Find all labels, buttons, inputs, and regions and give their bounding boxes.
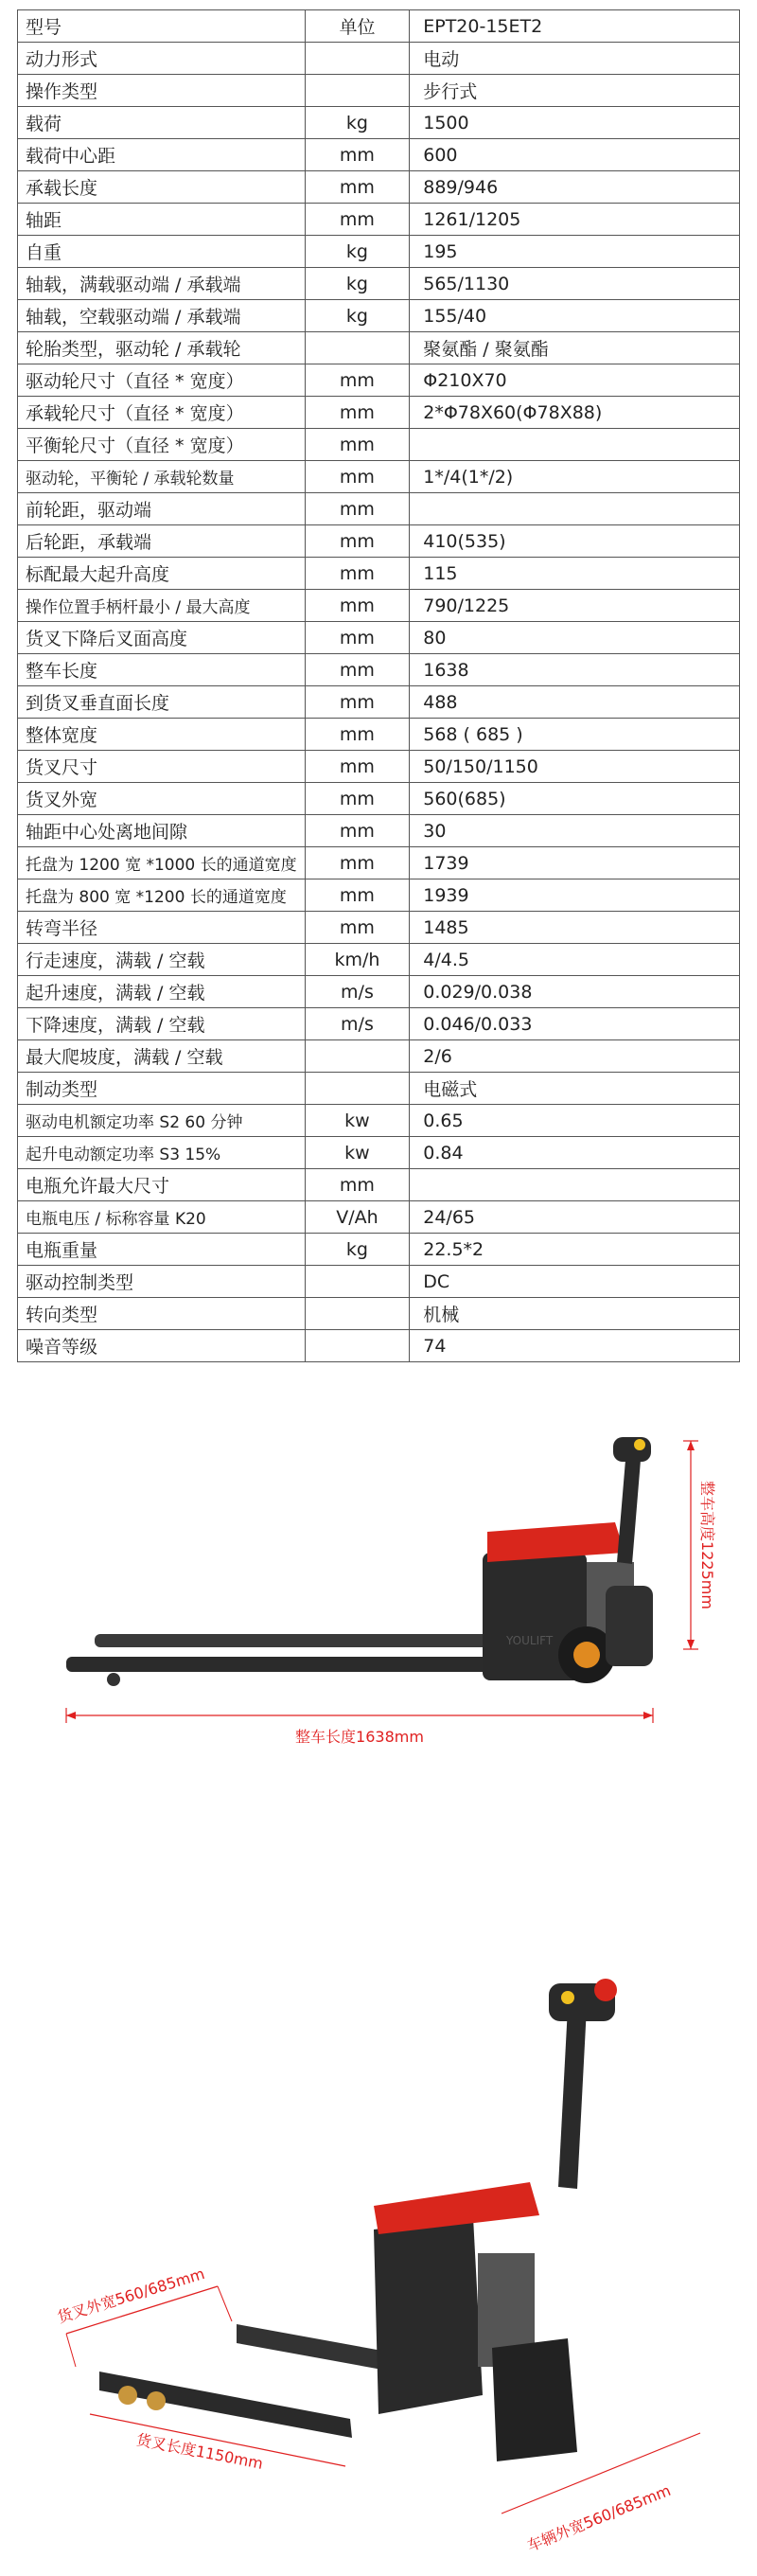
spec-value-cell: 机械 xyxy=(410,1298,740,1330)
truck-body xyxy=(374,2217,483,2414)
drive-unit xyxy=(492,2338,577,2461)
spec-name-cell: 动力形式 xyxy=(18,43,306,75)
spec-row xyxy=(18,815,740,847)
spec-unit-cell: mm xyxy=(305,493,410,525)
spec-value-cell: 聚氨酯 / 聚氨酯 xyxy=(410,332,740,364)
spec-name-cell: 载荷中心距 xyxy=(18,139,306,171)
spec-row xyxy=(18,10,740,43)
spec-value-cell xyxy=(410,493,740,525)
spec-name-cell: 驱动电机额定功率 S2 60 分钟 xyxy=(18,1105,306,1137)
spec-unit-cell: mm xyxy=(305,558,410,590)
spec-unit-cell: mm xyxy=(305,815,410,847)
spec-unit-cell: mm xyxy=(305,397,410,429)
spec-name-cell: 电瓶允许最大尺寸 xyxy=(18,1169,306,1201)
spec-row xyxy=(18,1266,740,1298)
spec-value-cell: DC xyxy=(410,1266,740,1298)
spec-value-cell: 410(535) xyxy=(410,525,740,558)
spec-row xyxy=(18,1008,740,1040)
spec-row xyxy=(18,461,740,493)
drive-unit xyxy=(606,1586,653,1666)
fork-width-ext-right xyxy=(218,2286,232,2321)
spec-value-cell: 1939 xyxy=(410,879,740,912)
spec-value-cell: 568 ( 685 ) xyxy=(410,719,740,751)
spec-value-cell: 1*/4(1*/2) xyxy=(410,461,740,493)
spec-name-cell: 整车长度 xyxy=(18,654,306,686)
spec-row xyxy=(18,944,740,976)
spec-unit-cell: mm xyxy=(305,783,410,815)
spec-value-cell: 565/1130 xyxy=(410,268,740,300)
spec-unit-cell xyxy=(305,1073,410,1105)
spec-row xyxy=(18,654,740,686)
spec-unit-cell: mm xyxy=(305,171,410,204)
perspective-view-drawing xyxy=(0,1941,757,2572)
spec-row xyxy=(18,1234,740,1266)
spec-unit-cell: mm xyxy=(305,751,410,783)
spec-unit-cell xyxy=(305,332,410,364)
spec-value-cell: 74 xyxy=(410,1330,740,1362)
perspective-view-figure xyxy=(0,1941,757,2572)
side-view-drawing xyxy=(0,1420,757,1950)
side-view-figure xyxy=(0,1420,757,1950)
spec-name-cell: 承载长度 xyxy=(18,171,306,204)
spec-name-cell: 后轮距，承载端 xyxy=(18,525,306,558)
spec-row xyxy=(18,847,740,879)
spec-unit-cell: 单位 xyxy=(305,10,410,43)
spec-value-cell: EPT20-15ET2 xyxy=(410,10,740,43)
red-cover xyxy=(487,1522,625,1562)
fork-lower xyxy=(95,1634,511,1647)
fork-width-ext-left xyxy=(66,2334,76,2367)
spec-name-cell: 轮胎类型，驱动轮 / 承载轮 xyxy=(18,332,306,364)
spec-row xyxy=(18,879,740,912)
handle-arm xyxy=(558,2007,587,2189)
handle-button xyxy=(634,1439,645,1450)
length-label: 整车长度1638mm xyxy=(295,1728,424,1746)
spec-unit-cell: m/s xyxy=(305,976,410,1008)
spec-unit-cell: mm xyxy=(305,719,410,751)
spec-row xyxy=(18,719,740,751)
spec-name-cell: 驱动控制类型 xyxy=(18,1266,306,1298)
spec-unit-cell: mm xyxy=(305,139,410,171)
spec-row xyxy=(18,1330,740,1362)
spec-row xyxy=(18,493,740,525)
spec-value-cell: 115 xyxy=(410,558,740,590)
spec-unit-cell: m/s xyxy=(305,1008,410,1040)
spec-unit-cell: kg xyxy=(305,1234,410,1266)
spec-name-cell: 操作类型 xyxy=(18,75,306,107)
spec-row xyxy=(18,525,740,558)
spec-value-cell: 0.046/0.033 xyxy=(410,1008,740,1040)
spec-name-cell: 承载轮尺寸（直径 * 宽度） xyxy=(18,397,306,429)
spec-unit-cell: mm xyxy=(305,912,410,944)
spec-unit-cell xyxy=(305,1330,410,1362)
spec-name-cell: 标配最大起升高度 xyxy=(18,558,306,590)
spec-row xyxy=(18,204,740,236)
spec-row xyxy=(18,1137,740,1169)
spec-row xyxy=(18,622,740,654)
spec-value-cell: 4/4.5 xyxy=(410,944,740,976)
spec-value-cell xyxy=(410,429,740,461)
load-wheel-left-2 xyxy=(147,2391,166,2410)
spec-value-cell: 50/150/1150 xyxy=(410,751,740,783)
spec-row xyxy=(18,139,740,171)
spec-unit-cell: mm xyxy=(305,525,410,558)
length-arrow-right xyxy=(643,1712,653,1719)
spec-name-cell: 托盘为 800 宽 *1200 长的通道宽度 xyxy=(18,879,306,912)
spec-unit-cell: kg xyxy=(305,300,410,332)
fork-length-label: 货叉长度1150mm xyxy=(134,2430,265,2473)
spec-value-cell: 2/6 xyxy=(410,1040,740,1073)
spec-unit-cell: kw xyxy=(305,1105,410,1137)
spec-row xyxy=(18,1201,740,1234)
spec-unit-cell: mm xyxy=(305,879,410,912)
spec-value-cell xyxy=(410,1169,740,1201)
spec-value-cell: 2*Φ78X60(Φ78X88) xyxy=(410,397,740,429)
spec-name-cell: 整体宽度 xyxy=(18,719,306,751)
spec-value-cell: 80 xyxy=(410,622,740,654)
load-wheel-left xyxy=(118,2386,137,2405)
spec-name-cell: 轴距中心处离地间隙 xyxy=(18,815,306,847)
spec-value-cell: 步行式 xyxy=(410,75,740,107)
spec-row xyxy=(18,1169,740,1201)
spec-value-cell: 1485 xyxy=(410,912,740,944)
spec-value-cell: 560(685) xyxy=(410,783,740,815)
spec-row xyxy=(18,590,740,622)
length-arrow-left xyxy=(66,1712,76,1719)
spec-name-cell: 到货叉垂直面长度 xyxy=(18,686,306,719)
spec-row xyxy=(18,1105,740,1137)
spec-unit-cell: kw xyxy=(305,1137,410,1169)
spec-unit-cell: kg xyxy=(305,236,410,268)
height-arrow-bottom xyxy=(687,1640,695,1649)
spec-row xyxy=(18,171,740,204)
spec-unit-cell: mm xyxy=(305,364,410,397)
spec-name-cell: 轴载，空载驱动端 / 承载端 xyxy=(18,300,306,332)
spec-unit-cell: kg xyxy=(305,268,410,300)
spec-unit-cell: mm xyxy=(305,461,410,493)
spec-unit-cell xyxy=(305,43,410,75)
spec-value-cell: Φ210X70 xyxy=(410,364,740,397)
handle-arm xyxy=(617,1448,642,1564)
spec-name-cell: 下降速度，满载 / 空载 xyxy=(18,1008,306,1040)
spec-row xyxy=(18,364,740,397)
spec-name-cell: 最大爬坡度，满载 / 空载 xyxy=(18,1040,306,1073)
spec-name-cell: 货叉尺寸 xyxy=(18,751,306,783)
spec-unit-cell: mm xyxy=(305,1169,410,1201)
spec-name-cell: 轴距 xyxy=(18,204,306,236)
spec-value-cell: 24/65 xyxy=(410,1201,740,1234)
spec-name-cell: 型号 xyxy=(18,10,306,43)
spec-value-cell: 488 xyxy=(410,686,740,719)
spec-unit-cell: mm xyxy=(305,654,410,686)
brand-mark: YOULIFT xyxy=(506,1634,554,1647)
spec-value-cell: 0.029/0.038 xyxy=(410,976,740,1008)
spec-name-cell: 轴载，满载驱动端 / 承载端 xyxy=(18,268,306,300)
spec-row xyxy=(18,332,740,364)
spec-value-cell: 1500 xyxy=(410,107,740,139)
spec-unit-cell: mm xyxy=(305,847,410,879)
spec-row xyxy=(18,43,740,75)
spec-name-cell: 噪音等级 xyxy=(18,1330,306,1362)
spec-unit-cell: mm xyxy=(305,590,410,622)
spec-value-cell: 1739 xyxy=(410,847,740,879)
spec-value-cell: 1261/1205 xyxy=(410,204,740,236)
spec-unit-cell: mm xyxy=(305,686,410,719)
spec-value-cell: 电磁式 xyxy=(410,1073,740,1105)
spec-unit-cell: mm xyxy=(305,204,410,236)
spec-row xyxy=(18,107,740,139)
spec-unit-cell: mm xyxy=(305,429,410,461)
spec-row xyxy=(18,268,740,300)
drive-wheel-hub xyxy=(573,1642,600,1668)
spec-value-cell: 155/40 xyxy=(410,300,740,332)
spec-value-cell: 0.65 xyxy=(410,1105,740,1137)
handle-button xyxy=(561,1991,574,2004)
vehicle-width-label: 车辆外宽560/685mm xyxy=(524,2480,674,2555)
spec-row xyxy=(18,751,740,783)
spec-row xyxy=(18,1298,740,1330)
spec-name-cell: 电瓶重量 xyxy=(18,1234,306,1266)
spec-row xyxy=(18,686,740,719)
spec-name-cell: 转向类型 xyxy=(18,1298,306,1330)
spec-name-cell: 货叉下降后叉面高度 xyxy=(18,622,306,654)
spec-name-cell: 转弯半径 xyxy=(18,912,306,944)
spec-value-cell: 电动 xyxy=(410,43,740,75)
spec-table xyxy=(17,9,740,1362)
spec-unit-cell: mm xyxy=(305,622,410,654)
handle-head xyxy=(613,1437,651,1462)
spec-table-body xyxy=(18,10,740,1362)
spec-unit-cell: V/Ah xyxy=(305,1201,410,1234)
spec-row xyxy=(18,300,740,332)
spec-value-cell: 889/946 xyxy=(410,171,740,204)
spec-row xyxy=(18,558,740,590)
spec-value-cell: 0.84 xyxy=(410,1137,740,1169)
spec-value-cell: 790/1225 xyxy=(410,590,740,622)
spec-name-cell: 制动类型 xyxy=(18,1073,306,1105)
spec-name-cell: 起升速度，满载 / 空载 xyxy=(18,976,306,1008)
spec-name-cell: 载荷 xyxy=(18,107,306,139)
spec-value-cell: 22.5*2 xyxy=(410,1234,740,1266)
spec-name-cell: 货叉外宽 xyxy=(18,783,306,815)
emergency-button xyxy=(594,1979,617,2001)
spec-row xyxy=(18,429,740,461)
height-label: 整车高度1225mm xyxy=(698,1481,716,1609)
fork-upper xyxy=(66,1657,502,1672)
spec-row xyxy=(18,397,740,429)
spec-name-cell: 托盘为 1200 宽 *1000 长的通道宽度 xyxy=(18,847,306,879)
height-arrow-top xyxy=(687,1441,695,1450)
spec-name-cell: 驱动轮尺寸（直径 * 宽度） xyxy=(18,364,306,397)
spec-row xyxy=(18,1040,740,1073)
spec-name-cell: 驱动轮，平衡轮 / 承载轮数量 xyxy=(18,461,306,493)
spec-unit-cell xyxy=(305,1266,410,1298)
spec-row xyxy=(18,75,740,107)
spec-name-cell: 前轮距，驱动端 xyxy=(18,493,306,525)
spec-value-cell: 195 xyxy=(410,236,740,268)
spec-row xyxy=(18,1073,740,1105)
spec-unit-cell xyxy=(305,1040,410,1073)
spec-row xyxy=(18,976,740,1008)
load-wheel xyxy=(107,1673,120,1686)
spec-name-cell: 电瓶电压 / 标称容量 K20 xyxy=(18,1201,306,1234)
spec-value-cell: 1638 xyxy=(410,654,740,686)
spec-name-cell: 行走速度，满载 / 空载 xyxy=(18,944,306,976)
spec-name-cell: 起升电动额定功率 S3 15% xyxy=(18,1137,306,1169)
spec-row xyxy=(18,236,740,268)
spec-name-cell: 操作位置手柄杆最小 / 最大高度 xyxy=(18,590,306,622)
spec-unit-cell: kg xyxy=(305,107,410,139)
spec-name-cell: 平衡轮尺寸（直径 * 宽度） xyxy=(18,429,306,461)
spec-unit-cell xyxy=(305,75,410,107)
spec-value-cell: 600 xyxy=(410,139,740,171)
fork-width-label: 货叉外宽560/685mm xyxy=(55,2265,207,2327)
spec-unit-cell xyxy=(305,1298,410,1330)
spec-row xyxy=(18,783,740,815)
spec-row xyxy=(18,912,740,944)
spec-unit-cell: km/h xyxy=(305,944,410,976)
spec-value-cell: 30 xyxy=(410,815,740,847)
fork-left xyxy=(99,2372,352,2438)
spec-name-cell: 自重 xyxy=(18,236,306,268)
